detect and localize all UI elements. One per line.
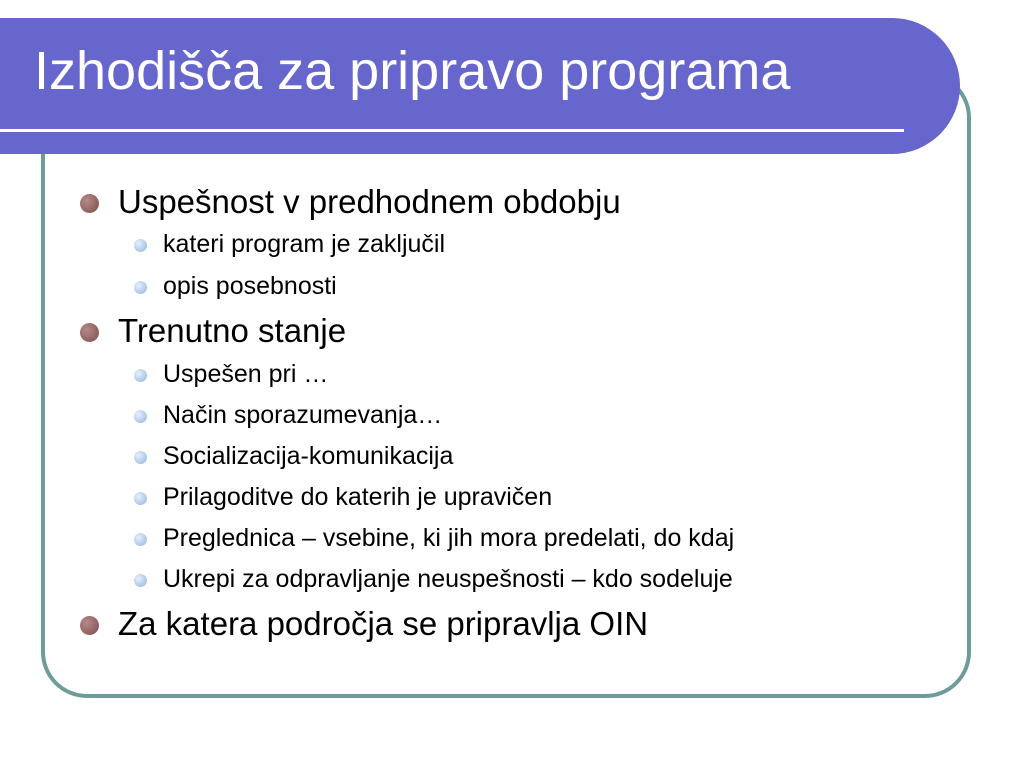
slide-title: Izhodišča za pripravo programa [34,41,791,101]
sub-bullet-item [163,444,453,469]
sub-bullet-item [163,274,337,299]
sub-bullet-text: kateri program je zaključil [163,230,446,258]
small-round-bullet-icon [134,410,147,423]
bullet-text: Za katera področja se pripravlja OIN [118,605,649,642]
sub-bullet-item [163,362,328,387]
small-round-bullet-icon [134,492,147,505]
sub-bullet-item [163,485,552,510]
bullet-item [118,314,346,347]
sub-bullet-text: Način sporazumevanja… [163,401,443,429]
small-round-bullet-icon [134,239,147,252]
bullet-item [118,607,648,640]
sub-bullet-text: Ukrepi za odpravljanje neuspešnosti – kdo sodeluje [163,565,733,593]
sub-bullet-text: Prilagoditve do katerih je upravičen [163,483,553,511]
sub-bullet-text: opis posebnosti [163,272,337,300]
small-round-bullet-icon [134,451,147,464]
sub-bullet-item [163,403,442,428]
round-bullet-icon [80,323,99,342]
round-bullet-icon [80,194,99,213]
sub-bullet-item [163,232,445,257]
sub-bullet-text: Uspešen pri … [163,360,329,388]
bullet-text: Uspešnost v predhodnem obdobju [118,183,621,220]
round-bullet-icon [80,616,99,635]
small-round-bullet-icon [134,281,147,294]
sub-bullet-text: Preglednica – vsebine, ki jih mora predelati, do kdaj [163,524,735,552]
sub-bullet-text: Socializacija-komunikacija [163,442,454,470]
sub-bullet-item [163,526,734,551]
sub-bullet-item [163,567,733,592]
small-round-bullet-icon [134,533,147,546]
bullet-item [118,185,621,218]
bullet-text: Trenutno stanje [118,312,347,349]
small-round-bullet-icon [134,574,147,587]
small-round-bullet-icon [134,369,147,382]
